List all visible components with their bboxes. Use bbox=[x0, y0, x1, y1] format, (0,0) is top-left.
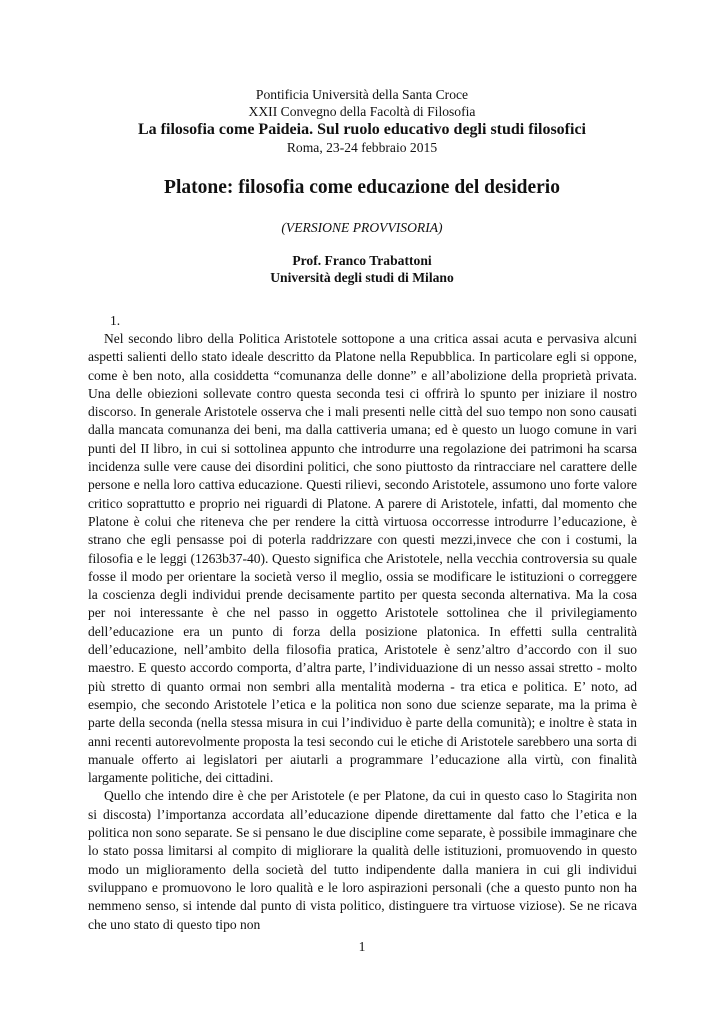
conference-name: XXII Convegno della Facoltà di Filosofia bbox=[248, 104, 476, 119]
author-affiliation: Università degli studi di Milano bbox=[270, 270, 454, 285]
author-name: Prof. Franco Trabattoni bbox=[292, 253, 432, 268]
institution-name: Pontificia Università della Santa Croce bbox=[255, 87, 469, 102]
conference-place-date: Roma, 23-24 febbraio 2015 bbox=[286, 140, 438, 155]
author-block bbox=[0, 252, 724, 286]
conference-header bbox=[0, 86, 724, 156]
body-text bbox=[88, 330, 637, 934]
paper-title: Platone: filosofia come educazione del desiderio bbox=[164, 177, 560, 198]
paragraph: Quello che intendo dire è che per Aristotele (e per Platone, da cui in questo caso lo Stagirita non si discosta) l’importanza accordata all’educazione dipende direttamente dal fatto che l’etica e la politica non sono separate. Se si pensano le due discipline come separate, è possibile immaginare che lo stato possa limitarsi al compito di migliorare la qualità delle istituzioni, promuovendo in questo modo un miglioramento della società del tutto indipendente dalla maniera in cui gli individui sviluppano e promuovono le loro qualità e le loro aspirazioni personali (che a questo punto non ha nemmeno senso, si intende dal punto di vista politico, distinguere tra virtuose viziose). Se ne ricava che uno stato di questo tipo non bbox=[88, 788, 637, 932]
conference-theme: La filosofia come Paideia. Sul ruolo educativo degli studi filosofici bbox=[138, 121, 586, 138]
page-number: 1 bbox=[358, 939, 366, 954]
section-number: 1. bbox=[110, 313, 121, 328]
paragraph: Nel secondo libro della Politica Aristotele sottopone a una critica assai acuta e pervasiva alcuni aspetti salienti dello stato ideale descritto da Platone nella Repubblica. In particolare egli si oppone, come è ben noto, alla cosiddetta “comunanza delle donne” e all’abolizione della proprietà privata. Una delle obiezioni sollevate contro questa seconda tesi ci offrirà lo spunto per iniziare il nostro discorso. In generale Aristotele osserva che i mali presenti nelle città del suo tempo non sono causati dalla mancata comunanza dei beni, ma dalla cattiveria umana; ed è questo un luogo comune in vari punti del II libro, in cui si sottolinea appunto che introdurre una regolazione dei patrimoni ha scarsa incidenza sulle vere cause dei disordini politici, che sono piuttosto da rintracciare nel carattere delle persone e nella loro cattiva educazione. Questi rilievi, secondo Aristotele, assumono uno forte valore critico soprattutto e proprio nei riguardi di Platone. A parere di Aristotele, infatti, dal momento che Platone è colui che riteneva che per rendere la città virtuosa occorresse introdurre l’educazione, è strano che egli pensasse poi di poterla raddrizzare con questi mezzi,invece che con i costumi, la filosofia e le leggi (1263b37-40). Questo significa che Aristotele, nella vecchia controversia su quale fosse il modo per orientare la società verso il meglio, ossia se modificare le istituzioni o correggere la coscienza degli individui prende decisamente partito per questa seconda alternativa. Ma la cosa per noi interessante è che nel passo in oggetto Aristotele sottolinea che il privilegiamento dell’educazione era un punto di forza della posizione platonica. In effetti sulla centralità dell’educazione, nell’ambito della filosofia pratica, Aristotele è senz’altro d’accordo con il suo maestro. E questo accordo comporta, d’altra parte, l’individuazione di un nesso assai stretto - molto più stretto di quanto ormai non sembri alla mentalità moderna - tra etica e politica. E’ noto, ad esempio, che secondo Aristotele l’etica e la politica non sono due scienze separate, ma la prima è parte della seconda (nella stessa misura in cui l’individuo è parte della comunità); e inoltre è stata in anni recenti autorevolmente proposta la tesi secondo cui le etiche di Aristotele sarebbero una sorta di manuale offerto ai legislatori per aiutarli a programmare l’educazione alla virtù, con finalità largamente politiche, dei cittadini. bbox=[88, 331, 637, 786]
version-note: (VERSIONE PROVVISORIA) bbox=[281, 220, 443, 235]
